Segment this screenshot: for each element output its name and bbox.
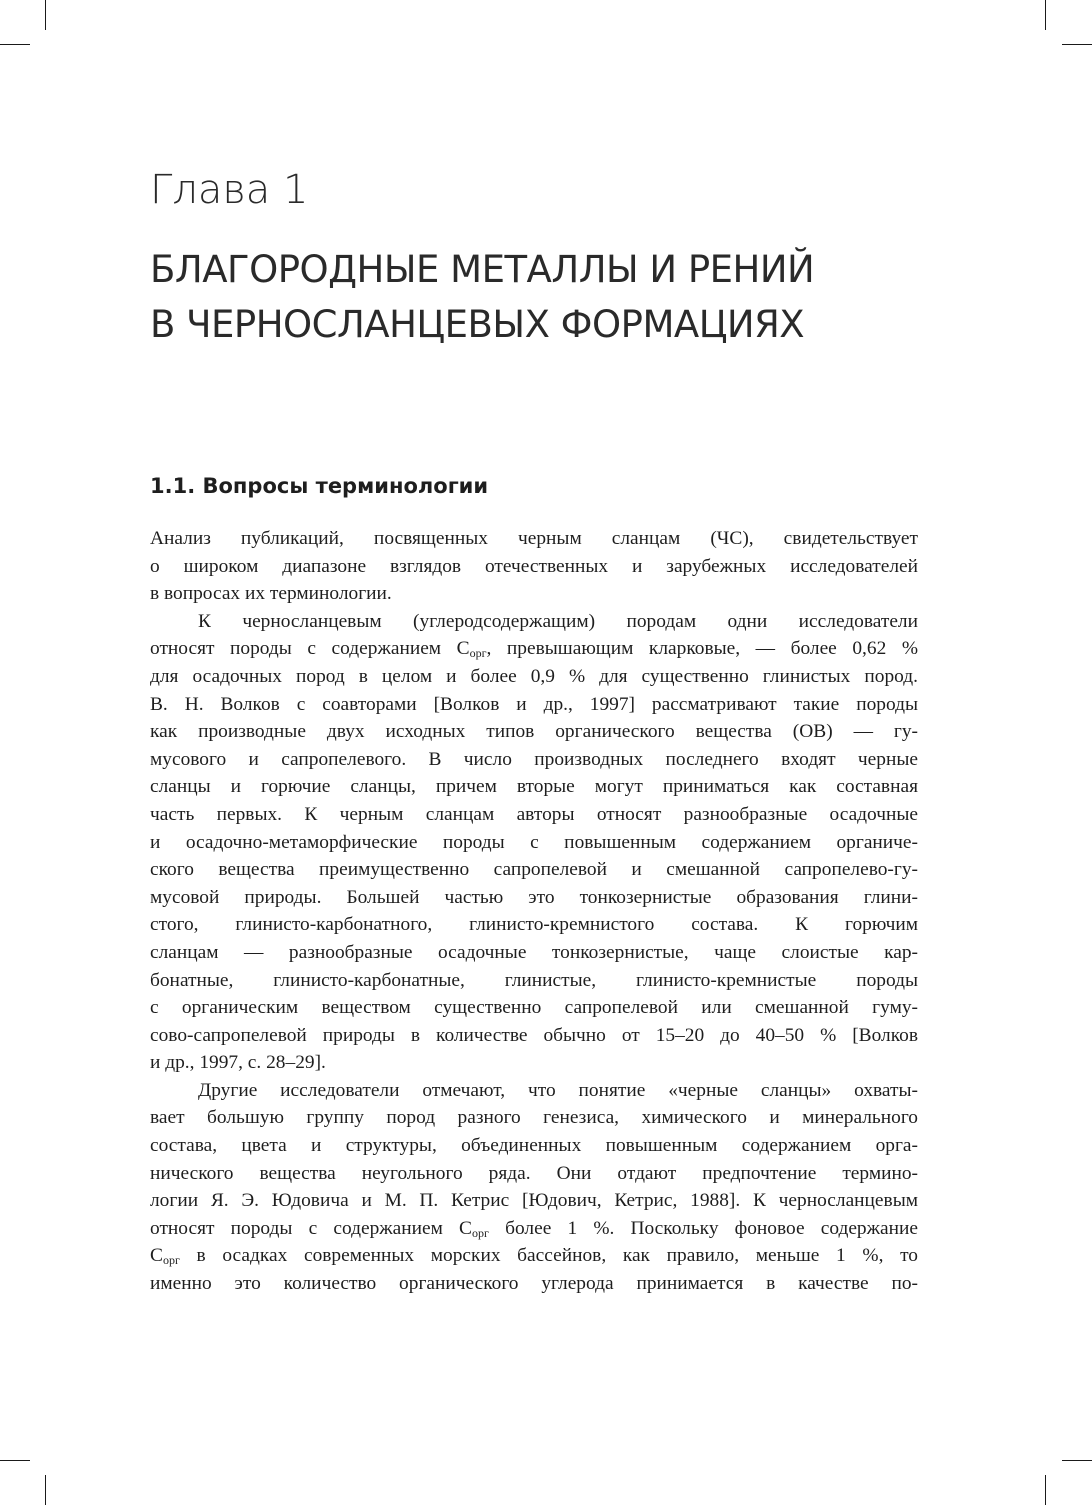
text-line: именно это количество органического углерода принимается в качестве по- [150, 1273, 918, 1295]
text-line: и др., 1997, с. 28–29]. [150, 1052, 326, 1074]
crop-mark [45, 0, 46, 30]
text-line: стого, глинисто-карбонатного, глинисто-кремнистого состава. К горючим [150, 914, 918, 936]
text-line: сланцам — разнообразные осадочные тонкозернистые, чаще слоистые кар- [150, 941, 918, 963]
crop-mark [1062, 44, 1092, 45]
text-line: сово-сапропелевой природы в количестве обычно от 15–20 до 40–50 % [Волков [150, 1024, 918, 1046]
text-line: ского вещества преимущественно сапропелевой и смешанной сапропелево-гу- [150, 859, 918, 881]
chapter-title [150, 242, 918, 352]
text-line: в вопросах их терминологии. [150, 583, 392, 605]
crop-mark [1062, 1460, 1092, 1461]
text-line: К черносланцевым (углеродсодержащим) породам одни исследователи [198, 610, 918, 632]
subscript: орг [469, 646, 487, 661]
text-line: сланцы и горючие сланцы, причем вторые могут приниматься как составная [150, 776, 918, 798]
body-text [150, 525, 918, 1298]
text-line: относят породы с содержанием $С_{орг}$ более 1 %. Поскольку фоновое содержание [150, 1217, 918, 1240]
text-line: относят породы с содержанием $С_{орг}$, превышающим кларковые, — более 0,62 % [150, 638, 918, 661]
crop-mark [0, 1460, 30, 1461]
crop-mark [0, 44, 30, 45]
chapter-label: Глава 1 [150, 167, 309, 213]
text-line: и осадочно-метаморфические породы с повышенным содержанием органиче- [150, 831, 918, 853]
crop-mark [45, 1475, 46, 1505]
subscript: орг [472, 1225, 489, 1240]
text-line: нического вещества неугольного ряда. Они отдают предпочтение термино- [150, 1162, 918, 1184]
text-line: $С_{орг}$ в осадках современных морских бассейнов, как правило, меньше 1 %, то [150, 1245, 918, 1268]
crop-mark [1045, 1475, 1046, 1505]
text-line: бонатные, глинисто-карбонатные, глинистые, глинисто-кремнистые породы [150, 969, 918, 991]
text-line: Анализ публикаций, посвященных черным сланцам (ЧС), свидетельствует [150, 528, 918, 549]
text-line: Другие исследователи отмечают, что понятие «черные сланцы» охваты- [198, 1079, 918, 1101]
section-heading: 1.1. Вопросы терминологии [150, 474, 489, 498]
text-line: вает большую группу пород разного генезиса, химического и минерального [150, 1107, 918, 1129]
text-line: мусового и сапропелевого. В число производных последнего входят черные [150, 748, 918, 770]
text-line: состава, цвета и структуры, объединенных повышенным содержанием орга- [150, 1135, 918, 1157]
chapter-title-line: БЛАГОРОДНЫЕ МЕТАЛЛЫ И РЕНИЙ [150, 248, 815, 291]
text-line: часть первых. К черным сланцам авторы относят разнообразные осадочные [150, 803, 918, 825]
text-line: для осадочных пород в целом и более 0,9 % для существенно глинистых пород. [150, 665, 918, 687]
chapter-title-line: В ЧЕРНОСЛАНЦЕВЫХ ФОРМАЦИЯХ [150, 303, 805, 346]
text-line: о широком диапазоне взглядов отечественных и зарубежных исследователей [150, 555, 918, 577]
text-line: как производные двух исходных типов органического вещества (ОВ) — гу- [150, 721, 918, 743]
text-line: мусовой природы. Большей частью это тонкозернистые образования глини- [150, 886, 918, 908]
text-line: логии Я. Э. Юдовича и М. П. Кетрис [Юдович, Кетрис, 1988]. К черносланцевым [150, 1190, 918, 1212]
text-line: с органическим веществом существенно сапропелевой или смешанной гуму- [150, 997, 918, 1019]
text-line: В. Н. Волков с соавторами [Волков и др., 1997] рассматривают такие породы [150, 693, 918, 715]
crop-mark [1045, 0, 1046, 30]
subscript: орг [162, 1253, 180, 1268]
